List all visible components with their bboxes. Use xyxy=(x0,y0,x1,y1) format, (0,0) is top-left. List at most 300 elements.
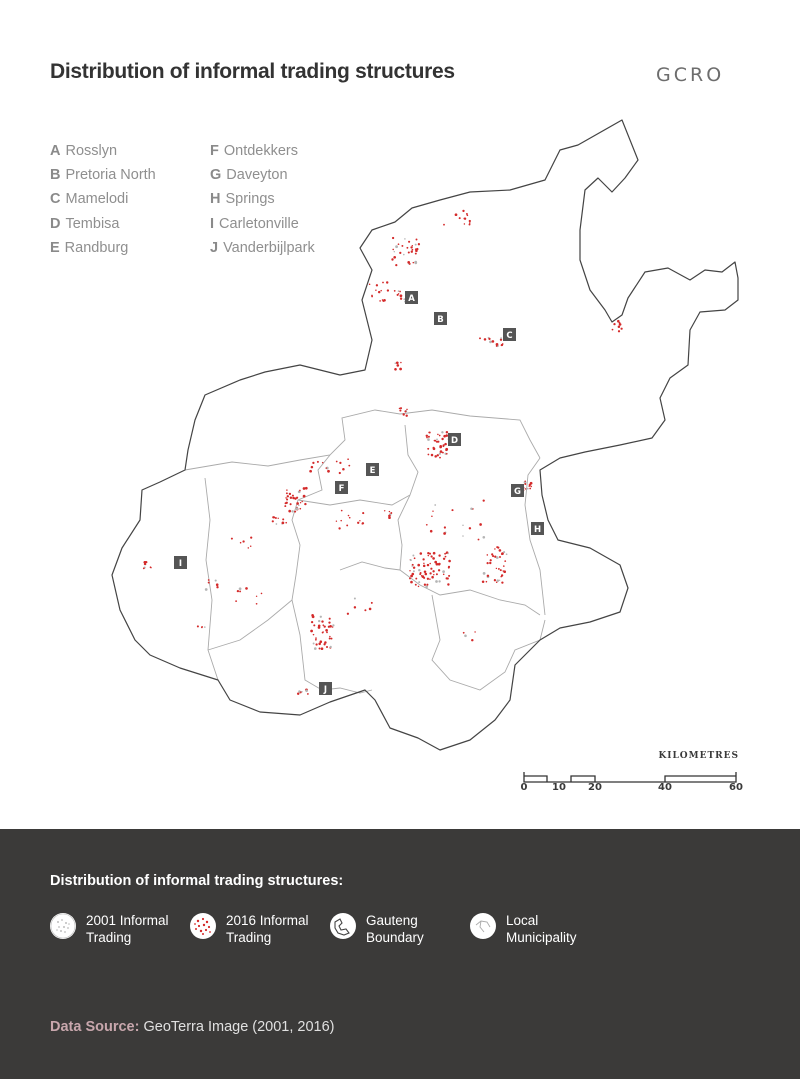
trading-dot xyxy=(496,568,497,569)
trading-dot xyxy=(618,330,620,332)
trading-dot xyxy=(429,572,431,574)
trading-dot xyxy=(412,555,414,557)
trading-dot xyxy=(394,251,395,252)
svg-text:F: F xyxy=(338,484,345,494)
trading-dot xyxy=(479,337,481,339)
trading-dot xyxy=(427,564,429,566)
trading-dot xyxy=(439,435,441,437)
trading-dot xyxy=(402,413,404,415)
trading-dot xyxy=(432,510,433,511)
trading-dot xyxy=(382,299,383,300)
area-labels xyxy=(174,291,544,695)
trading-dot xyxy=(396,361,399,364)
trading-dot xyxy=(430,530,433,533)
trading-dot xyxy=(469,224,471,226)
trading-dot xyxy=(313,634,315,636)
legend-panel xyxy=(0,829,800,1079)
trading-dot xyxy=(239,590,241,592)
label-d xyxy=(448,433,461,446)
trading-dot xyxy=(250,546,251,547)
trading-dot xyxy=(440,446,442,448)
trading-dot xyxy=(430,568,432,570)
trading-dot xyxy=(504,560,506,562)
trading-dot xyxy=(412,245,413,246)
trading-dot xyxy=(240,542,242,544)
svg-text:E: E xyxy=(369,466,376,476)
trading-dot xyxy=(208,579,210,581)
trading-dot xyxy=(499,549,502,552)
trading-dot xyxy=(299,508,301,510)
trading-dot xyxy=(299,490,301,492)
trading-dot xyxy=(349,517,351,519)
trading-dot xyxy=(431,454,434,457)
trading-dot xyxy=(311,621,313,623)
trading-dot xyxy=(415,578,417,580)
trading-dot xyxy=(482,536,485,539)
label-c xyxy=(503,328,516,341)
trading-dot xyxy=(431,516,433,518)
trading-dot xyxy=(443,558,445,560)
trading-dot xyxy=(443,224,445,226)
trading-dot xyxy=(403,254,405,256)
trading-dot xyxy=(339,462,341,464)
label-h xyxy=(531,522,544,535)
trading-dot xyxy=(444,443,447,446)
trading-dot xyxy=(289,493,291,495)
trading-dot xyxy=(524,483,526,485)
place-e: E Randburg xyxy=(50,239,129,256)
trading-dot xyxy=(447,553,449,555)
trading-dot xyxy=(429,578,431,580)
label-b xyxy=(434,312,447,325)
trading-dot xyxy=(502,343,504,345)
trading-dot xyxy=(348,515,350,517)
trading-dot xyxy=(305,487,308,490)
trading-dot xyxy=(205,588,208,591)
trading-dot xyxy=(391,258,393,260)
trading-dot xyxy=(315,637,317,639)
scale-title: KILOMETRES xyxy=(658,751,739,761)
trading-dot xyxy=(470,508,473,511)
trading-dot xyxy=(320,616,322,618)
svg-text:H: H xyxy=(533,525,542,535)
trading-dot xyxy=(216,586,218,588)
trading-dot xyxy=(418,569,420,571)
trading-dot xyxy=(250,537,252,539)
trading-dot xyxy=(378,291,380,293)
trading-dot xyxy=(464,634,467,637)
trading-dot xyxy=(436,439,438,441)
trading-dot xyxy=(384,510,385,511)
trading-dot xyxy=(438,569,440,571)
trading-dot xyxy=(347,613,349,615)
label-f xyxy=(335,481,348,494)
trading-dot xyxy=(415,253,417,255)
trading-dot xyxy=(387,289,389,291)
scale-tick-40: 40 xyxy=(658,782,672,793)
trading-dot xyxy=(416,239,418,241)
trading-dot xyxy=(340,520,342,522)
trading-dot xyxy=(434,440,436,442)
trading-dot xyxy=(245,587,248,590)
trading-dot xyxy=(362,512,364,514)
legend-item-2001 xyxy=(50,913,181,946)
trading-dot xyxy=(300,502,301,503)
trading-dot xyxy=(612,329,614,331)
legend-label-boundary: Gauteng Boundary xyxy=(366,913,424,945)
trading-dot xyxy=(438,580,440,582)
trading-dot xyxy=(484,338,487,341)
trading-dot xyxy=(446,577,448,579)
trading-dot xyxy=(329,637,331,639)
trading-dot xyxy=(406,415,408,417)
trading-dot xyxy=(315,639,317,641)
trading-dot xyxy=(448,575,450,577)
trading-dot xyxy=(276,523,278,525)
trading-dot xyxy=(339,472,341,474)
svg-text:I: I xyxy=(178,559,183,569)
trading-dot xyxy=(437,454,439,456)
trading-dot xyxy=(396,364,399,367)
trading-dot xyxy=(422,558,424,560)
place-a: A Rosslyn xyxy=(50,143,118,159)
trading-dot xyxy=(347,458,349,460)
place-b: B Pretoria North xyxy=(50,167,156,184)
place-f: F Ontdekkers xyxy=(210,143,299,159)
trading-dot xyxy=(496,546,498,548)
trading-dot xyxy=(346,524,348,526)
trading-dot xyxy=(451,509,453,511)
trading-dot xyxy=(446,453,448,455)
trading-dot xyxy=(494,548,495,549)
trading-dot xyxy=(437,441,439,443)
scale-tick-10: 10 xyxy=(552,782,566,793)
trading-dot xyxy=(428,436,430,438)
trading-dot xyxy=(448,567,450,569)
trading-dot xyxy=(499,556,501,558)
trading-dot xyxy=(317,461,319,463)
trading-dot xyxy=(432,557,435,560)
municipality-icon xyxy=(470,913,496,939)
trading-dot xyxy=(503,565,505,567)
label-i xyxy=(174,556,187,569)
svg-text:C: C xyxy=(506,331,513,341)
trading-dot xyxy=(369,608,372,611)
trading-dot xyxy=(364,609,366,611)
trading-dot xyxy=(313,643,315,645)
trading-dot xyxy=(285,502,287,504)
trading-dot xyxy=(329,636,331,638)
trading-dot xyxy=(464,218,466,220)
trading-dot xyxy=(429,431,431,433)
trading-dot xyxy=(290,496,292,498)
trading-dot xyxy=(500,337,502,339)
trading-dot xyxy=(296,502,299,505)
trading-dot xyxy=(442,570,445,573)
trading-dot xyxy=(469,222,471,224)
trading-dot xyxy=(261,593,263,595)
trading-dot xyxy=(312,462,314,464)
scale-tick-60: 60 xyxy=(729,782,743,793)
trading-dot xyxy=(297,692,299,694)
trading-dot xyxy=(500,569,502,571)
trading-dot xyxy=(433,552,436,555)
trading-dot xyxy=(525,488,527,490)
trading-dot xyxy=(371,295,373,297)
trading-dot xyxy=(208,582,210,584)
trading-dot xyxy=(494,579,496,581)
trading-dot xyxy=(390,512,392,514)
trading-dot xyxy=(400,298,402,300)
trading-dot xyxy=(386,281,388,283)
trading-dot xyxy=(294,511,296,513)
trading-dot xyxy=(467,214,469,216)
trading-dot xyxy=(292,497,295,500)
label-g xyxy=(511,484,524,497)
trading-dot xyxy=(336,521,337,522)
trading-dot xyxy=(322,462,324,464)
trading-dot xyxy=(471,639,473,641)
trading-dot xyxy=(303,487,306,490)
trading-dot xyxy=(423,563,424,564)
trading-dot xyxy=(143,567,145,569)
trading-dot xyxy=(285,497,287,499)
trading-dot xyxy=(464,223,465,224)
trading-dot xyxy=(415,244,417,246)
trading-dot xyxy=(429,553,431,555)
trading-dot xyxy=(395,362,397,364)
trading-dot xyxy=(502,570,503,571)
trading-dot xyxy=(399,408,401,410)
trading-dot xyxy=(407,261,410,264)
trading-dot xyxy=(420,552,423,555)
trading-dot xyxy=(409,577,411,579)
trading-dot xyxy=(322,624,324,626)
trading-dot xyxy=(496,556,499,559)
trading-dot xyxy=(328,621,330,623)
trading-dot xyxy=(311,466,314,469)
trading-dot xyxy=(284,505,286,507)
trading-dot xyxy=(426,524,428,526)
trading-dot xyxy=(483,572,486,575)
trading-dot xyxy=(303,495,306,498)
trading-dot xyxy=(431,576,434,579)
trading-dot xyxy=(459,217,461,219)
trading-dot xyxy=(275,517,277,519)
trading-dot xyxy=(408,241,410,243)
trading-dot xyxy=(410,559,412,561)
trading-dot xyxy=(426,435,428,437)
trading-dot xyxy=(427,578,429,580)
scale-bar-graphic xyxy=(515,758,745,788)
trading-dot xyxy=(311,614,314,617)
trading-dot xyxy=(426,584,428,586)
legend-item-2016 xyxy=(190,913,321,946)
trading-dot xyxy=(359,520,360,521)
trading-dot xyxy=(296,507,299,510)
trading-dot xyxy=(443,532,446,535)
trading-dot xyxy=(444,553,446,555)
trading-dot xyxy=(382,282,384,284)
trading-dot xyxy=(310,630,313,633)
trading-dot xyxy=(442,444,444,446)
trading-dot xyxy=(325,467,326,468)
trading-dot xyxy=(400,362,402,364)
municipality-boundaries xyxy=(185,410,545,693)
trading-dot xyxy=(497,579,500,582)
place-d: D Tembisa xyxy=(50,215,120,232)
trading-dot xyxy=(499,580,500,581)
trading-dot xyxy=(433,574,434,575)
trading-dot xyxy=(620,328,622,330)
trading-dot xyxy=(392,237,394,239)
trading-dot xyxy=(394,368,397,371)
trading-dot xyxy=(388,516,391,519)
trading-dot xyxy=(329,618,331,620)
trading-dot xyxy=(301,691,302,692)
trading-dot xyxy=(348,465,350,467)
red-dots-icon xyxy=(190,913,216,939)
trading-dot xyxy=(235,600,237,602)
trading-dot xyxy=(498,568,500,570)
trading-dot xyxy=(321,647,324,650)
trading-dot xyxy=(256,603,258,605)
trading-dot xyxy=(444,526,446,528)
trading-dot xyxy=(292,495,294,497)
scale-tick-0: 0 xyxy=(520,782,528,793)
trading-dot xyxy=(427,448,429,450)
boundary-icon xyxy=(330,913,356,939)
trading-dot xyxy=(313,624,315,626)
trading-dot xyxy=(242,540,244,542)
trading-dot xyxy=(487,554,489,556)
trading-dot xyxy=(239,587,242,590)
trading-dot xyxy=(438,563,440,565)
data-source-label: Data Source: xyxy=(50,1019,140,1035)
trading-dot xyxy=(506,553,508,555)
trading-dot xyxy=(256,596,257,597)
trading-dot xyxy=(286,498,288,500)
trading-dot xyxy=(318,626,321,629)
place-h: H Springs xyxy=(210,191,275,208)
trading-dot xyxy=(307,693,309,695)
trading-dot xyxy=(424,571,427,574)
trading-dot xyxy=(285,522,287,524)
trading-dot xyxy=(463,632,465,634)
trading-dot xyxy=(371,602,373,604)
trading-dot xyxy=(434,455,437,458)
trading-dot xyxy=(439,453,441,455)
trading-dot xyxy=(398,290,400,292)
trading-dot xyxy=(298,690,300,692)
trading-dot xyxy=(441,431,443,433)
trading-dot xyxy=(418,586,420,588)
trading-dot xyxy=(613,323,615,325)
trading-dot xyxy=(291,510,293,512)
svg-text:B: B xyxy=(437,315,444,325)
trading-dot xyxy=(412,249,414,251)
trading-dot xyxy=(462,525,464,527)
trading-dot xyxy=(395,245,398,248)
trading-dot xyxy=(482,581,485,584)
trading-dot xyxy=(443,574,445,576)
trading-dot xyxy=(406,247,408,249)
trading-dot xyxy=(392,249,394,251)
trading-dot xyxy=(414,261,417,264)
trading-dot xyxy=(332,624,334,626)
trading-dot xyxy=(424,584,426,586)
trading-dot xyxy=(320,640,323,643)
label-e xyxy=(366,463,379,476)
trading-dot xyxy=(354,597,356,599)
trading-dot xyxy=(375,290,376,291)
data-source xyxy=(50,1019,335,1035)
trading-dot xyxy=(413,570,415,572)
trading-dot xyxy=(474,631,475,632)
trading-dot xyxy=(399,291,401,293)
trading-dot xyxy=(201,626,203,628)
trading-dot xyxy=(286,492,288,494)
trading-dot xyxy=(436,563,439,566)
trading-dot xyxy=(395,264,397,266)
trading-dot xyxy=(389,511,390,512)
trading-dot xyxy=(432,570,434,572)
trading-dot xyxy=(362,522,364,524)
trading-dot xyxy=(434,504,436,506)
trading-dot xyxy=(330,646,332,648)
trading-dot xyxy=(478,539,480,541)
trading-dot xyxy=(314,647,317,650)
trading-dot xyxy=(342,468,345,471)
trading-dot xyxy=(503,551,505,553)
trading-dot xyxy=(325,629,328,632)
trading-dot xyxy=(492,340,495,343)
trading-dot xyxy=(400,294,403,297)
trading-dot xyxy=(315,643,317,645)
trading-dot xyxy=(486,581,488,583)
trading-dot xyxy=(318,620,320,622)
trading-dot xyxy=(415,248,417,250)
trading-dot xyxy=(439,457,441,459)
legend-item-municipality xyxy=(470,913,601,946)
trading-dot xyxy=(428,555,429,556)
svg-text:A: A xyxy=(408,294,415,304)
trading-dot xyxy=(354,606,356,608)
trading-dot xyxy=(216,583,219,586)
trading-dot xyxy=(406,409,408,411)
trading-dot xyxy=(425,585,428,588)
trading-dot xyxy=(309,470,312,473)
trading-dot xyxy=(443,435,446,438)
trading-dot xyxy=(332,626,333,627)
trading-dot xyxy=(301,501,302,502)
trading-dot xyxy=(248,547,250,549)
legend-label-2001: 2001 Informal Trading xyxy=(86,913,169,945)
trading-dot xyxy=(401,245,403,247)
trading-dot xyxy=(399,368,402,371)
trading-dot xyxy=(428,454,430,456)
trading-dot xyxy=(438,554,440,556)
trading-dot xyxy=(282,522,285,525)
trading-dot xyxy=(489,341,492,344)
trading-dot xyxy=(527,488,529,490)
trading-dot xyxy=(393,256,396,259)
trading-dot xyxy=(341,510,343,512)
trading-dot xyxy=(501,581,503,583)
trading-dot xyxy=(418,581,420,583)
trading-dot xyxy=(379,300,381,302)
legend-item-boundary xyxy=(330,913,461,946)
